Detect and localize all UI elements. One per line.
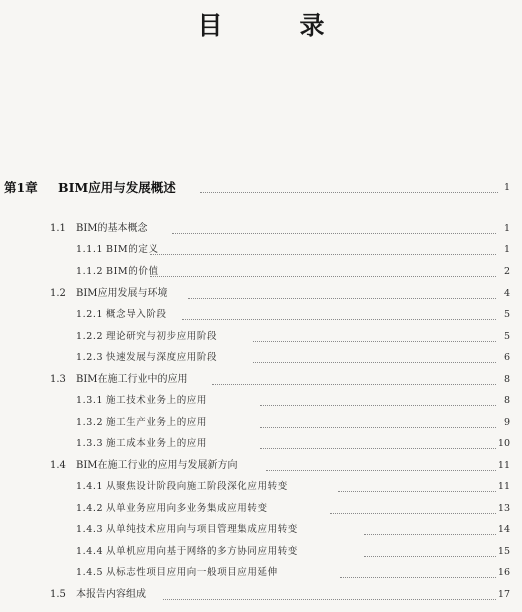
entry-page-number: 15 — [497, 546, 510, 557]
entry-page-number: 6 — [503, 352, 510, 363]
entry-title: BIM在施工行业的应用与发展新方向 — [76, 460, 238, 471]
dot-leader — [172, 217, 496, 234]
entry-page-number: 1 — [503, 244, 510, 255]
entry-page-number: 17 — [497, 589, 510, 600]
entry-page-number: 8 — [503, 374, 510, 385]
entry-number: 1.1 — [50, 223, 66, 234]
toc-subsection-entry[interactable] — [0, 307, 522, 323]
dot-leader — [260, 389, 496, 406]
entry-number: 1.4 — [50, 460, 66, 471]
entry-page-number: 16 — [497, 567, 510, 578]
entry-title: 施工技术业务上的应用 — [106, 395, 208, 406]
toc-chapter-entry[interactable] — [0, 180, 522, 196]
dot-leader — [163, 583, 496, 600]
entry-page-number: 10 — [497, 438, 510, 449]
entry-page-number: 11 — [497, 481, 510, 492]
entry-title: BIM的价值 — [106, 266, 159, 277]
dot-leader — [212, 368, 496, 385]
toc-subsection-entry[interactable] — [0, 565, 522, 581]
toc-subsection-entry[interactable] — [0, 350, 522, 366]
page-title: 目 录 — [197, 11, 351, 40]
entry-title: 施工成本业务上的应用 — [106, 438, 208, 449]
entry-page-number: 1 — [503, 223, 510, 234]
toc-subsection-entry[interactable] — [0, 522, 522, 538]
toc-section-entry[interactable] — [0, 372, 522, 388]
toc-subsection-entry[interactable] — [0, 393, 522, 409]
entry-number: 1.4.3 — [76, 524, 104, 535]
entry-title: 从单业务应用向多业务集成应用转变 — [106, 503, 268, 514]
toc-section-entry[interactable] — [0, 286, 522, 302]
chapter-page-number: 1 — [503, 182, 510, 193]
entry-number: 1.2 — [50, 288, 66, 299]
dot-leader — [200, 176, 498, 193]
entry-page-number: 8 — [503, 395, 510, 406]
toc-subsection-entry[interactable] — [0, 436, 522, 452]
entry-number: 1.1.1 — [76, 244, 104, 255]
dot-leader — [150, 238, 496, 255]
entry-title: BIM在施工行业中的应用 — [76, 374, 188, 385]
dot-leader — [364, 540, 496, 557]
dot-leader — [182, 303, 496, 320]
toc-section-entry[interactable] — [0, 221, 522, 237]
dot-leader — [266, 454, 496, 471]
chapter-number: 第1章 — [4, 180, 38, 195]
chapter-title: BIM应用与发展概述 — [58, 180, 176, 195]
entry-title: 快速发展与深度应用阶段 — [106, 352, 218, 363]
entry-title: 施工生产业务上的应用 — [106, 417, 208, 428]
dot-leader — [188, 282, 496, 299]
entry-number: 1.3.2 — [76, 417, 104, 428]
dot-leader — [150, 260, 496, 277]
toc-subsection-entry[interactable] — [0, 264, 522, 280]
entry-number: 1.2.2 — [76, 331, 104, 342]
entry-number: 1.2.3 — [76, 352, 104, 363]
entry-title: 从聚焦设计阶段向施工阶段深化应用转变 — [106, 481, 288, 492]
entry-title: 从标志性项目应用向一般项目应用延伸 — [106, 567, 278, 578]
entry-number: 1.3.3 — [76, 438, 104, 449]
dot-leader — [330, 497, 496, 514]
entry-number: 1.4.1 — [76, 481, 104, 492]
dot-leader — [253, 325, 496, 342]
toc-section-entry[interactable] — [0, 587, 522, 603]
dot-leader — [253, 346, 496, 363]
entry-number: 1.5 — [50, 589, 66, 600]
toc-subsection-entry[interactable] — [0, 479, 522, 495]
entry-page-number: 11 — [497, 460, 510, 471]
dot-leader — [364, 518, 496, 535]
entry-title: 理论研究与初步应用阶段 — [106, 331, 218, 342]
entry-page-number: 14 — [497, 524, 510, 535]
entry-title: 概念导入阶段 — [106, 309, 167, 320]
entry-number: 1.2.1 — [76, 309, 104, 320]
entry-number: 1.3.1 — [76, 395, 104, 406]
toc-subsection-entry[interactable] — [0, 501, 522, 517]
entry-title: 从单纯技术应用向与项目管理集成应用转变 — [106, 524, 298, 535]
entry-title: BIM应用发展与环境 — [76, 288, 168, 299]
entry-number: 1.4.5 — [76, 567, 104, 578]
entry-title: 从单机应用向基于网络的多方协同应用转变 — [106, 546, 298, 557]
entry-number: 1.1.2 — [76, 266, 104, 277]
entry-page-number: 13 — [497, 503, 510, 514]
dot-leader — [260, 411, 496, 428]
entry-number: 1.4.4 — [76, 546, 104, 557]
entry-title: BIM的定义 — [106, 244, 159, 255]
entry-page-number: 4 — [503, 288, 510, 299]
toc-subsection-entry[interactable] — [0, 415, 522, 431]
toc-section-entry[interactable] — [0, 458, 522, 474]
entry-number: 1.4.2 — [76, 503, 104, 514]
entry-page-number: 5 — [503, 309, 510, 320]
entry-page-number: 5 — [503, 331, 510, 342]
entry-page-number: 9 — [503, 417, 510, 428]
entry-number: 1.3 — [50, 374, 66, 385]
entry-title: BIM的基本概念 — [76, 223, 148, 234]
toc-subsection-entry[interactable] — [0, 544, 522, 560]
toc-subsection-entry[interactable] — [0, 329, 522, 345]
toc-subsection-entry[interactable] — [0, 242, 522, 258]
dot-leader — [340, 561, 496, 578]
dot-leader — [338, 475, 496, 492]
dot-leader — [260, 432, 496, 449]
entry-page-number: 2 — [503, 266, 510, 277]
entry-title: 本报告内容组成 — [76, 589, 146, 600]
